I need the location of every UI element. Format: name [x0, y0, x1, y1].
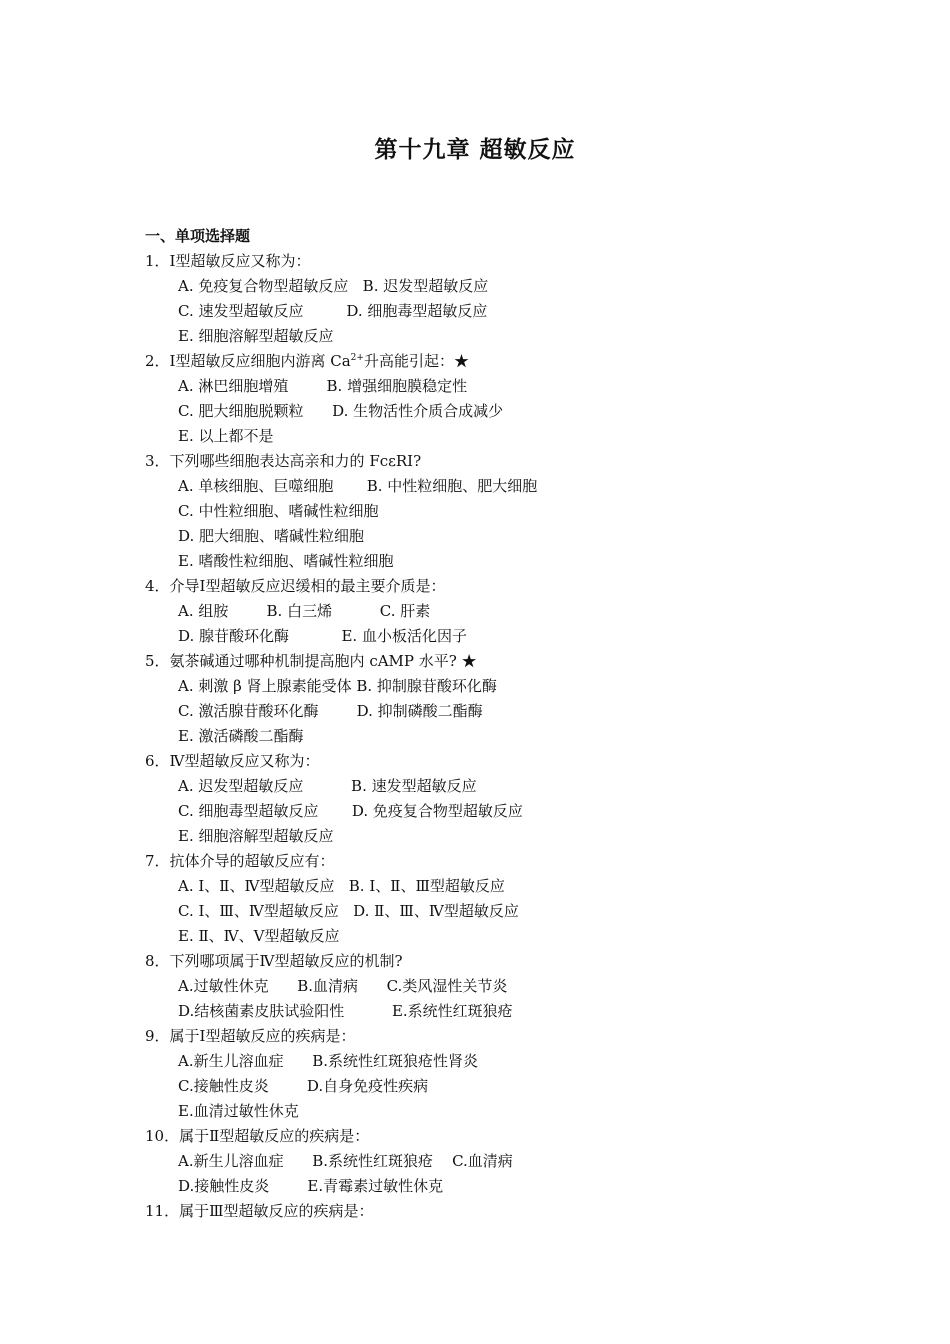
question-options: D. 腺苷酸环化酶 E. 血小板活化因子 [178, 627, 467, 645]
question-options: E. 激活磷酸二酯酶 [178, 727, 304, 745]
question-options: A. Ⅰ、Ⅱ、Ⅳ型超敏反应 B. Ⅰ、Ⅱ、Ⅲ型超敏反应 [178, 877, 505, 895]
question-options: D.结核菌素皮肤试验阳性 E.系统性红斑狼疮 [178, 1002, 513, 1020]
question-options: A.新生儿溶血症 B.系统性红斑狼疮 C.血清病 [178, 1152, 513, 1170]
question-options: E. Ⅱ、Ⅳ、Ⅴ型超敏反应 [178, 927, 340, 945]
question-stem: 11．属于Ⅲ型超敏反应的疾病是： [145, 1202, 374, 1220]
chapter-title: 第十九章 超敏反应 [374, 137, 576, 163]
question-stem: 9．属于Ⅰ型超敏反应的疾病是： [145, 1027, 356, 1045]
question-options: A. 单核细胞、巨噬细胞 B. 中性粒细胞、肥大细胞 [178, 477, 538, 495]
question-stem: 8．下列哪项属于Ⅳ型超敏反应的机制? [145, 952, 403, 970]
question-options: A.过敏性休克 B.血清病 C.类风湿性关节炎 [178, 977, 508, 995]
question-options: C. Ⅰ、Ⅲ、Ⅳ型超敏反应 D. Ⅱ、Ⅲ、Ⅳ型超敏反应 [178, 902, 519, 920]
question-stem: 3．下列哪些细胞表达高亲和力的 FcεRⅠ? [145, 452, 422, 470]
question-options: E. 细胞溶解型超敏反应 [178, 827, 334, 845]
stem-text: 2．Ⅰ型超敏反应细胞内游离 Ca [145, 352, 351, 370]
question-options: A. 免疫复合物型超敏反应 B. 迟发型超敏反应 [178, 277, 489, 295]
question-options: E. 以上都不是 [178, 427, 274, 445]
question-stem: 6．Ⅳ型超敏反应又称为： [145, 752, 320, 770]
question-list [145, 224, 845, 1224]
question-options: C. 肥大细胞脱颗粒 D. 生物活性介质合成减少 [178, 402, 504, 420]
question-stem: 7．抗体介导的超敏反应有： [145, 852, 335, 870]
superscript: 2+ [350, 353, 364, 363]
question-options: A. 组胺 B. 白三烯 C. 肝素 [178, 602, 431, 620]
question-stem [145, 349, 845, 374]
question-options: C. 细胞毒型超敏反应 D. 免疫复合物型超敏反应 [178, 802, 523, 820]
stem-text: 升高能引起：★ [363, 352, 469, 370]
question-options: C. 激活腺苷酸环化酶 D. 抑制磷酸二酯酶 [178, 702, 483, 720]
question-options: D. 肥大细胞、嗜碱性粒细胞 [178, 527, 365, 545]
question-options: C. 中性粒细胞、嗜碱性粒细胞 [178, 502, 379, 520]
section-heading: 一、单项选择题 [145, 227, 251, 245]
question-options: A. 刺激 β 肾上腺素能受体 B. 抑制腺苷酸环化酶 [178, 677, 497, 695]
question-options: C.接触性皮炎 D.自身免疫性疾病 [178, 1077, 429, 1095]
question-options: E. 嗜酸性粒细胞、嗜碱性粒细胞 [178, 552, 394, 570]
question-options: A. 迟发型超敏反应 B. 速发型超敏反应 [178, 777, 477, 795]
question-options: C. 速发型超敏反应 D. 细胞毒型超敏反应 [178, 302, 488, 320]
question-stem: 5．氨茶碱通过哪种机制提高胞内 cAMP 水平? ★ [145, 652, 477, 670]
question-options: E. 细胞溶解型超敏反应 [178, 327, 334, 345]
question-options: D.接触性皮炎 E.青霉素过敏性休克 [178, 1177, 444, 1195]
question-options: A. 淋巴细胞增殖 B. 增强细胞膜稳定性 [178, 377, 468, 395]
question-stem: 1．Ⅰ型超敏反应又称为： [145, 252, 311, 270]
question-options: A.新生儿溶血症 B.系统性红斑狼疮性肾炎 [178, 1052, 479, 1070]
question-stem: 4．介导Ⅰ型超敏反应迟缓相的最主要介质是： [145, 577, 446, 595]
question-stem: 10．属于Ⅱ型超敏反应的疾病是： [145, 1127, 370, 1145]
question-options: E.血清过敏性休克 [178, 1102, 299, 1120]
